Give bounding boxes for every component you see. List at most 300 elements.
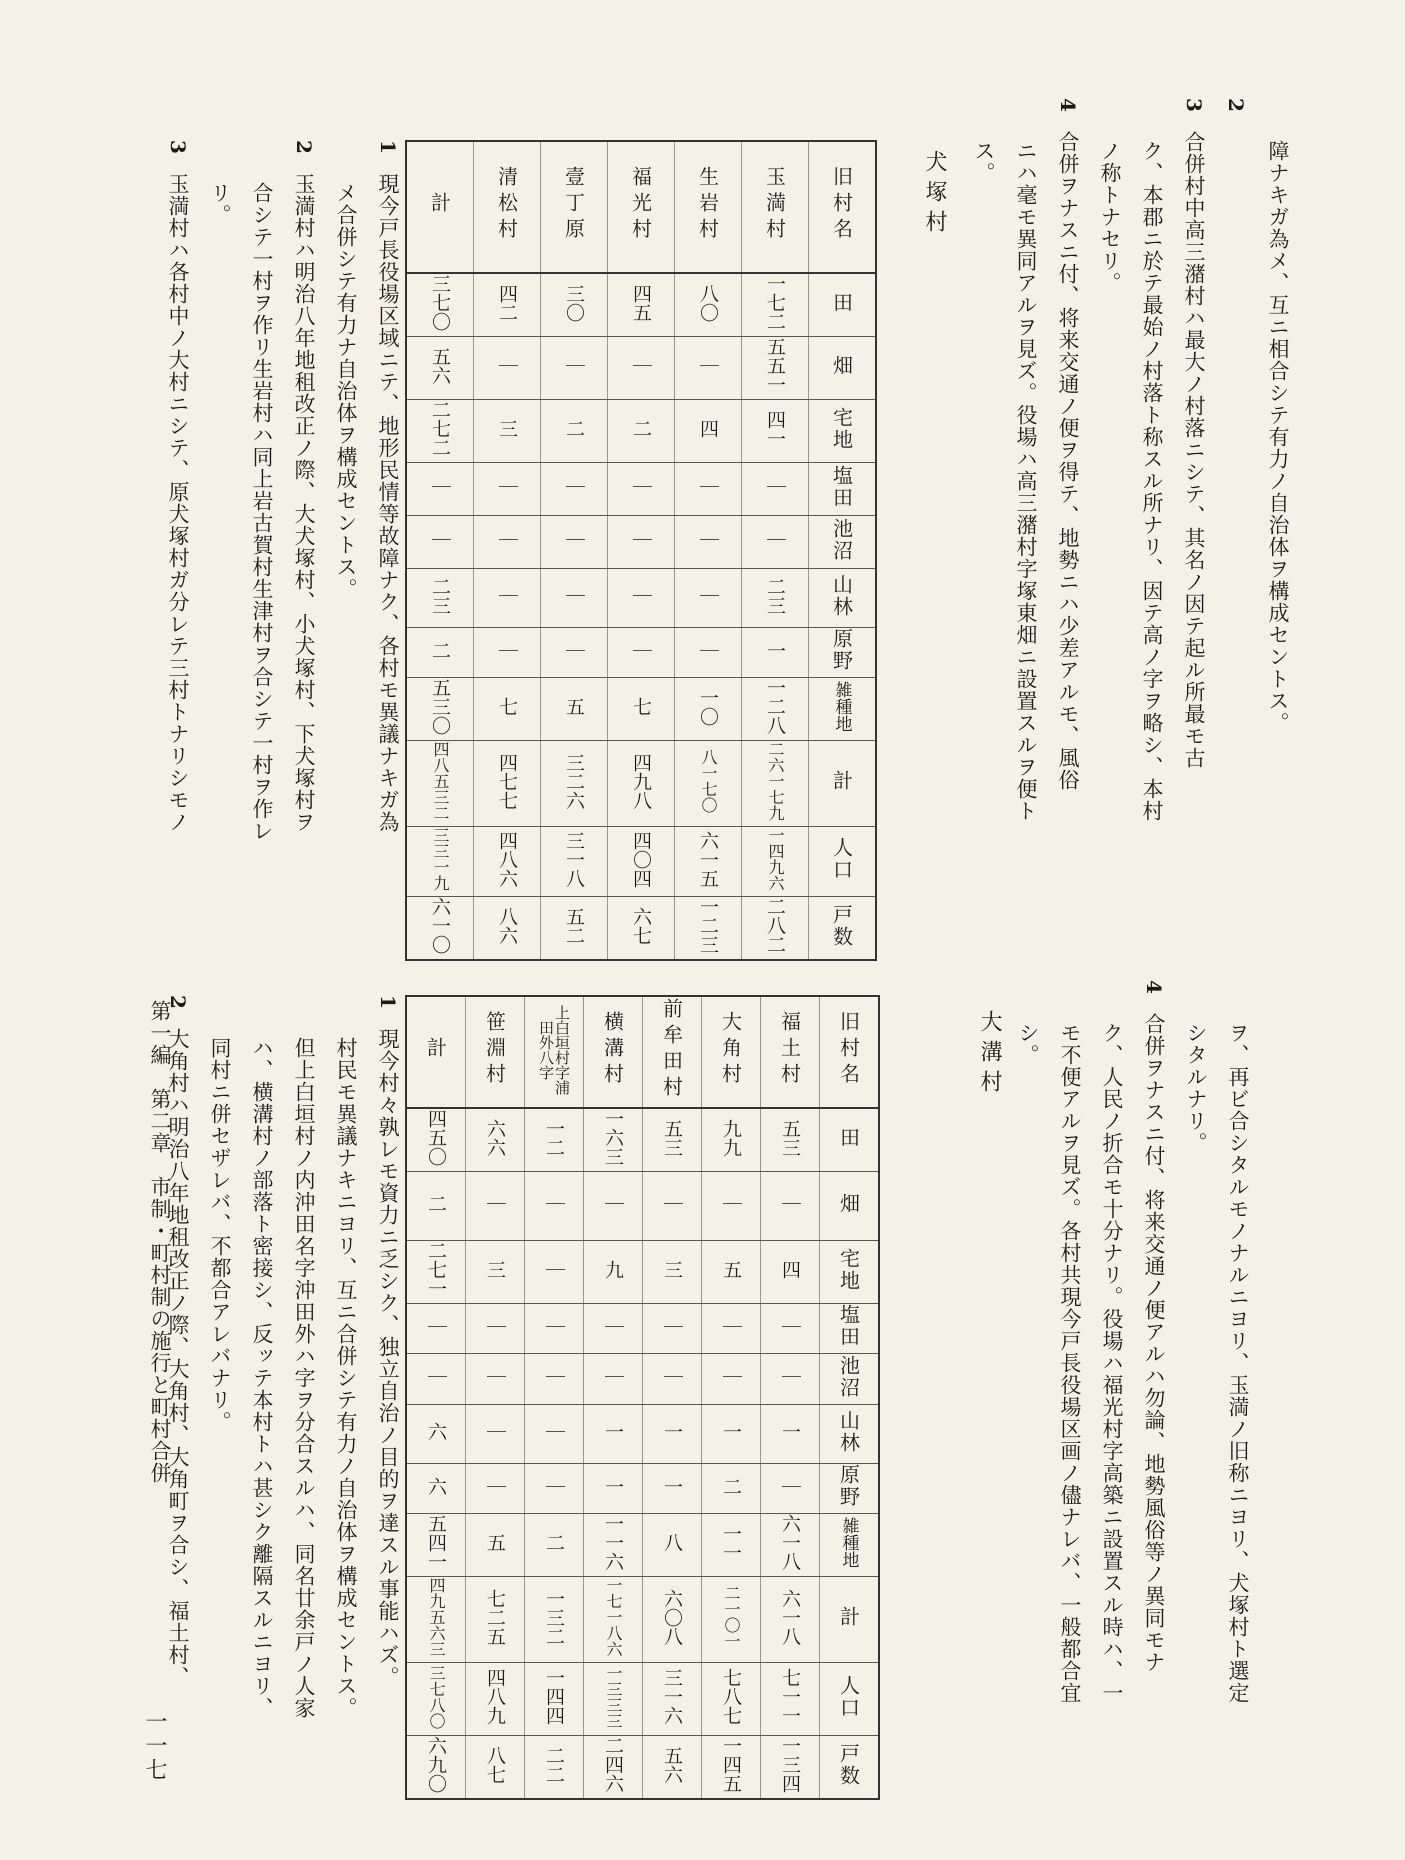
data-cell (702, 1172, 761, 1241)
data-cell (406, 1736, 466, 1800)
top-right-text-column (1261, 140, 1295, 734)
cell-value: ｜ (484, 1476, 506, 1496)
data-cell (742, 337, 809, 400)
data-cell (643, 1304, 702, 1354)
data-cell (608, 400, 675, 463)
cell-value: 四八六 (496, 830, 518, 888)
top-right-text-column (967, 140, 1001, 184)
data-cell (541, 400, 608, 463)
data-cell (584, 1354, 643, 1405)
village-statistics-table (405, 995, 880, 1800)
village-name: 壹丁原 (561, 165, 586, 244)
village-name: 計 (423, 1036, 448, 1063)
data-cell (466, 1405, 525, 1464)
data-cell (608, 463, 675, 516)
data-cell (675, 827, 742, 897)
village-name: 福土村 (777, 1010, 802, 1089)
cell-value: 七二五 (484, 1588, 506, 1646)
column-header: 塩田 (836, 1304, 861, 1348)
data-cell (584, 1577, 643, 1663)
text-line: 現今村々孰レモ資力ニ乏シク、独立自治ノ目的ヲ達スル事能ハズ。 (376, 1027, 400, 1688)
data-cell (675, 741, 742, 827)
cell-value: 一一 (720, 1523, 742, 1562)
data-cell (584, 1304, 643, 1354)
cell-value: 五五一 (764, 337, 786, 394)
paragraph-number: 2 (292, 140, 316, 155)
data-cell (702, 1663, 761, 1736)
cell-value: ｜ (496, 530, 518, 549)
data-cell (406, 516, 474, 569)
cell-value: 三 (484, 1260, 506, 1279)
paragraph-number: 4 (1056, 98, 1080, 113)
data-cell (466, 1108, 525, 1172)
text-line: 合併ヲナスニ付、将来交通ノ便ヲ得テ、地勢ニハ少差アルモ、風俗 (1056, 130, 1080, 791)
data-cell (406, 273, 474, 337)
column-header: 原野 (829, 628, 854, 672)
cell-value: ｜ (697, 586, 719, 605)
data-cell (584, 1241, 643, 1304)
data-cell (643, 1464, 702, 1514)
data-cell (761, 1172, 820, 1241)
text-line: ヲ、再ビ合シタルモノナルニヨリ、玉満ノ旧称ニヨリ、犬塚村ト選定 (1226, 1022, 1250, 1704)
column-header-cell (820, 1736, 880, 1800)
data-cell (608, 337, 675, 400)
cell-value: ｜ (484, 1367, 506, 1386)
data-cell (406, 628, 474, 678)
data-cell (675, 628, 742, 678)
data-cell (742, 741, 809, 827)
data-cell (742, 463, 809, 516)
column-header-cell (820, 1464, 880, 1514)
cell-value: 一〇 (697, 687, 719, 726)
cell-value: 五 (484, 1533, 506, 1552)
cell-value: ｜ (543, 1476, 565, 1496)
cell-value: 三七〇 (429, 274, 451, 331)
top-right-text-column (1009, 140, 1043, 822)
data-cell (742, 897, 809, 961)
page-number: 一一七 (142, 1710, 167, 1782)
village-statistics-table (405, 140, 877, 961)
column-header-cell (820, 1304, 880, 1354)
column-header: 山林 (836, 1409, 861, 1454)
cell-value: 六一〇 (429, 897, 451, 954)
column-header: 人口 (836, 1674, 861, 1719)
cell-value: 七八七 (720, 1668, 742, 1725)
data-cell (584, 1464, 643, 1514)
cell-value: 一二三 (697, 897, 719, 954)
cell-value: 三〇 (563, 283, 585, 322)
column-header-cell (820, 1577, 880, 1663)
text-line: ノ称トナセリ。 (1098, 140, 1122, 294)
cell-value: 九 (602, 1260, 624, 1279)
data-cell (466, 1241, 525, 1304)
column-header-cell (809, 569, 877, 628)
text-line: 障ナキガ為メ、互ニ相合シテ有力ノ自治体ヲ構成セントス。 (1266, 140, 1290, 734)
text-line: 合併ヲナスニ付、将来交通ノ便アルハ勿論、地勢風俗等ノ異同モナ (1142, 1012, 1166, 1673)
data-cell (761, 1405, 820, 1464)
village-name: 前牟田村 (659, 997, 684, 1102)
data-cell (584, 1172, 643, 1241)
row-name-cell (643, 996, 702, 1108)
data-cell (474, 273, 541, 337)
data-cell (406, 1172, 466, 1241)
data-cell (466, 1354, 525, 1405)
data-cell (742, 400, 809, 463)
column-header-cell (820, 1514, 880, 1577)
cell-value: 七一一 (779, 1668, 801, 1725)
top-left-text-column (287, 140, 321, 833)
data-cell (675, 678, 742, 741)
data-cell (525, 1405, 584, 1464)
cell-value: ｜ (602, 1316, 624, 1336)
row-name-cell (584, 996, 643, 1108)
column-header-cell (820, 1108, 880, 1172)
cell-value: ｜ (630, 586, 652, 605)
cell-value: 一三四 (779, 1736, 801, 1793)
paragraph-number: 2 (1224, 98, 1248, 113)
column-header-cell (809, 463, 877, 516)
cell-value: 八七 (484, 1745, 506, 1784)
column-header-cell (809, 337, 877, 400)
cell-value: 六七 (630, 906, 652, 945)
cell-value: 一二 (543, 1118, 565, 1157)
column-header: 畑 (829, 354, 854, 377)
cell-value: ｜ (720, 1316, 742, 1336)
column-header: 宅地 (829, 406, 854, 451)
data-cell (761, 1354, 820, 1405)
cell-value: 五三〇 (429, 678, 451, 735)
top-left-text-column (161, 140, 195, 833)
text-line: 合シテ一村ヲ作リ生岩村ハ同上岩古賀村生津村ヲ合シテ一村ヲ作レ (250, 182, 274, 842)
top-right-text-column (1177, 98, 1211, 769)
cell-value: 一二八 (764, 678, 786, 735)
data-cell (406, 1514, 466, 1577)
data-cell (466, 1736, 525, 1800)
row-name-cell (608, 141, 675, 273)
cell-value: ｜ (543, 1367, 565, 1386)
cell-value: ｜ (697, 640, 719, 660)
column-header: 計 (829, 770, 854, 792)
row-name-cell (541, 141, 608, 273)
cell-value: ｜ (496, 477, 518, 496)
running-footer: 第一編 第二章 市制・町村制の施行と町村合併 (148, 1000, 172, 1484)
cell-value: 二 (429, 640, 451, 660)
data-cell (584, 1736, 643, 1800)
cell-value: ｜ (779, 1476, 801, 1496)
text-line: 同村ニ併セザレバ、不都合アレバナリ。 (208, 1037, 232, 1433)
cell-value: ｜ (661, 1316, 683, 1336)
cell-value: ｜ (484, 1194, 506, 1213)
cell-value: 一四四 (543, 1668, 565, 1725)
cell-value: 二 (720, 1476, 742, 1496)
cell-value: 二四六 (602, 1736, 624, 1793)
cell-value: ｜ (630, 640, 652, 660)
data-cell (702, 1464, 761, 1514)
column-header: 池沼 (836, 1354, 861, 1399)
data-cell (675, 400, 742, 463)
data-cell (702, 1108, 761, 1172)
cell-value: 一四五 (720, 1736, 742, 1793)
data-cell (406, 897, 474, 961)
cell-value: 六一八 (779, 1588, 801, 1646)
cell-value: 八一七〇 (699, 749, 718, 813)
top-left-text-column (371, 140, 405, 833)
column-header: 宅地 (836, 1247, 861, 1292)
data-cell (406, 1108, 466, 1172)
column-header-cell (809, 628, 877, 678)
data-cell (406, 1464, 466, 1514)
data-cell (761, 1514, 820, 1577)
cell-value: ｜ (602, 1194, 624, 1213)
cell-value: 四八九 (484, 1668, 506, 1725)
cell-value: 一 (764, 640, 786, 660)
data-cell (643, 1736, 702, 1800)
cell-value: 六 (425, 1422, 447, 1441)
cell-value: 三七八〇 (427, 1664, 446, 1729)
cell-value: ｜ (630, 356, 652, 375)
cell-value: 四九五六三 (427, 1577, 446, 1657)
cell-value: 三一六 (661, 1668, 683, 1725)
data-cell (608, 897, 675, 961)
data-cell (525, 1241, 584, 1304)
column-header: 畑 (836, 1192, 861, 1215)
data-cell (406, 337, 474, 400)
cell-value: 六〇八 (661, 1588, 683, 1646)
data-cell (406, 1577, 466, 1663)
paragraph-number: 3 (166, 140, 190, 155)
data-cell (702, 1241, 761, 1304)
text-line: 現今戸長役場区域ニテ、地形民情等故障ナク、各村モ異議ナキガ為 (376, 172, 400, 833)
cell-value: ｜ (563, 356, 585, 375)
column-header-cell (809, 827, 877, 897)
data-cell (525, 1172, 584, 1241)
cell-value: 二二 (543, 1745, 565, 1784)
column-header: 人口 (829, 837, 854, 881)
data-cell (608, 827, 675, 897)
column-header-cell (820, 1172, 880, 1241)
village-name: 上白垣村字浦田外八字 (537, 1004, 571, 1095)
cell-value: 七 (630, 697, 652, 716)
village-name: 横溝村 (600, 1010, 625, 1089)
data-cell (541, 678, 608, 741)
data-cell (761, 1577, 820, 1663)
village-name: 笹淵村 (482, 1010, 507, 1089)
cell-value: 一 (661, 1476, 683, 1496)
data-cell (675, 463, 742, 516)
cell-value: 四五〇 (425, 1109, 447, 1166)
data-cell (406, 678, 474, 741)
village-name: 玉満村 (762, 165, 787, 244)
column-header: 計 (836, 1606, 861, 1628)
row-name-cell (466, 996, 525, 1108)
data-cell (406, 1354, 466, 1405)
data-cell (702, 1514, 761, 1577)
text-line: シタルナリ。 (1184, 1022, 1208, 1154)
text-line: ハ、横溝村ノ部落ト密接シ、反ッテ本村トハ甚シク離隔スルニヨリ、 (250, 1037, 274, 1719)
cell-value: 八 (661, 1533, 683, 1552)
cell-value: 一 (602, 1476, 624, 1496)
data-cell (702, 1736, 761, 1800)
cell-value: ｜ (484, 1422, 506, 1441)
data-cell (608, 628, 675, 678)
data-cell (742, 273, 809, 337)
data-cell (643, 1514, 702, 1577)
cell-value: ｜ (543, 1316, 565, 1336)
data-cell (761, 1108, 820, 1172)
column-header: 田 (829, 291, 854, 314)
data-cell (525, 1663, 584, 1736)
cell-value: 二七二 (429, 400, 451, 457)
data-cell (742, 569, 809, 628)
cell-value: 四 (697, 419, 719, 438)
cell-value: 二八二 (764, 897, 786, 954)
data-cell (643, 1577, 702, 1663)
data-cell (406, 1241, 466, 1304)
data-cell (474, 897, 541, 961)
cell-value: 一 (602, 1422, 624, 1441)
paragraph-number: 1 (376, 995, 400, 1010)
text-line: ク、本郡ニ於テ最始ノ村落ト称スル所ナリ、因テ高ノ字ヲ略シ、本村 (1140, 140, 1164, 822)
data-cell (643, 1241, 702, 1304)
text-line: メ合併シテ有力ナ自治体ヲ構成セントス。 (334, 182, 358, 600)
text-line: ク、人民ノ折合モ十分ナリ。役場ハ福光村字高築ニ設置スル時ハ、一 (1100, 1022, 1124, 1704)
cell-value: 二 (563, 419, 585, 438)
data-cell (406, 741, 474, 827)
data-cell (466, 1514, 525, 1577)
cell-value: ｜ (543, 1260, 565, 1279)
cell-value: 四一 (764, 409, 786, 448)
data-cell (584, 1663, 643, 1736)
data-cell (742, 827, 809, 897)
data-cell (675, 569, 742, 628)
data-cell (466, 1577, 525, 1663)
data-cell (525, 1577, 584, 1663)
cell-value: ｜ (764, 477, 786, 496)
village-name: 生岩村 (695, 165, 720, 244)
data-cell (474, 516, 541, 569)
text-line: 村民モ異議ナキニヨリ、互ニ合併シテ有力ノ自治体ヲ構成セントス。 (334, 1037, 358, 1719)
cell-value: 一六三 (602, 1109, 624, 1166)
data-cell (643, 1663, 702, 1736)
cell-value: 二 (630, 419, 652, 438)
cell-value: 三 (496, 419, 518, 438)
column-header: 山林 (829, 573, 854, 618)
cell-value: 一四九六 (766, 827, 785, 891)
data-cell (608, 678, 675, 741)
data-cell (702, 1304, 761, 1354)
bottom-right-text-column (1221, 1022, 1255, 1704)
data-cell (525, 1736, 584, 1800)
cell-value: 一 (661, 1422, 683, 1441)
row-name-cell (761, 996, 820, 1108)
cell-value: 五六 (661, 1745, 683, 1784)
cell-value: ｜ (429, 477, 451, 496)
data-cell (761, 1736, 820, 1800)
cell-value: 六 (425, 1476, 447, 1496)
cell-value: 五三 (661, 1118, 683, 1157)
cell-value: 一七二 (764, 274, 786, 331)
column-header-cell (809, 678, 877, 741)
header-label-cell (809, 141, 877, 273)
column-header: 雑種地 (831, 681, 852, 732)
cell-value: 一三二 (543, 1588, 565, 1646)
data-cell (541, 741, 608, 827)
column-header-cell (809, 897, 877, 961)
data-cell (474, 337, 541, 400)
cell-value: 二三 (764, 576, 786, 615)
village-name: 福光村 (628, 165, 653, 244)
cell-value: ｜ (661, 1194, 683, 1213)
cell-value: 四八五三二 (431, 741, 450, 821)
column-header-cell (809, 273, 877, 337)
text-line: ニハ毫モ異同アルヲ見ズ。役場ハ高三潴村字塚東畑ニ設置スルヲ便ト (1014, 140, 1038, 822)
row-name-cell (474, 141, 541, 273)
cell-value: 五四一 (425, 1514, 447, 1571)
data-cell (474, 678, 541, 741)
data-cell (525, 1354, 584, 1405)
text-line: 大角村ハ明治八年地租改正ノ際、大角村、大角町ヲ合シ、福土村、 (166, 1027, 190, 1688)
top-left-text-column (203, 182, 237, 226)
cell-value: ｜ (425, 1367, 447, 1386)
column-header-cell (809, 516, 877, 569)
cell-value: ｜ (496, 640, 518, 660)
data-cell (406, 569, 474, 628)
data-cell (643, 1172, 702, 1241)
data-cell (742, 516, 809, 569)
data-cell (608, 516, 675, 569)
cell-value: 二一〇一 (722, 1585, 741, 1649)
cell-value: 六一五 (697, 830, 719, 888)
cell-value: 五六 (429, 346, 451, 385)
paragraph-number: 3 (1182, 98, 1206, 113)
data-cell (584, 1405, 643, 1464)
row-name-cell (406, 996, 466, 1108)
data-cell (541, 337, 608, 400)
cell-value: ｜ (543, 1194, 565, 1213)
data-cell (406, 1405, 466, 1464)
cell-value: ｜ (563, 640, 585, 660)
data-cell (541, 463, 608, 516)
cell-value: 五 (720, 1260, 742, 1279)
text-line: 但上白垣村ノ内沖田名字沖田外ハ字ヲ分合スルハ、同名廿余戸ノ人家 (292, 1037, 316, 1719)
data-cell (541, 569, 608, 628)
data-cell (608, 741, 675, 827)
top-right-text-column (1051, 98, 1085, 791)
data-cell (584, 1108, 643, 1172)
data-cell (525, 1464, 584, 1514)
data-cell (761, 1464, 820, 1514)
bottom-left-text-column (203, 1037, 237, 1433)
data-cell (406, 1663, 466, 1736)
village-title: 犬塚村 (922, 150, 947, 240)
cell-value: 九九 (720, 1118, 742, 1157)
cell-value: 六九〇 (425, 1736, 447, 1793)
data-cell (466, 1304, 525, 1354)
cell-value: ｜ (779, 1194, 801, 1213)
data-cell (702, 1354, 761, 1405)
top-right-text-column (1219, 98, 1253, 131)
text-line: 玉満村ハ各村中ノ大村ニシテ、原犬塚村ガ分レテ三村トナリシモノ (166, 172, 190, 833)
cell-value: 一一六 (602, 1514, 624, 1571)
cell-value: ｜ (661, 1367, 683, 1386)
text-line: ス。 (972, 140, 996, 184)
row-name-cell (525, 996, 584, 1108)
cell-value: 五 (563, 697, 585, 716)
data-cell (608, 569, 675, 628)
data-cell (702, 1577, 761, 1663)
data-cell (406, 463, 474, 516)
data-cell (466, 1464, 525, 1514)
